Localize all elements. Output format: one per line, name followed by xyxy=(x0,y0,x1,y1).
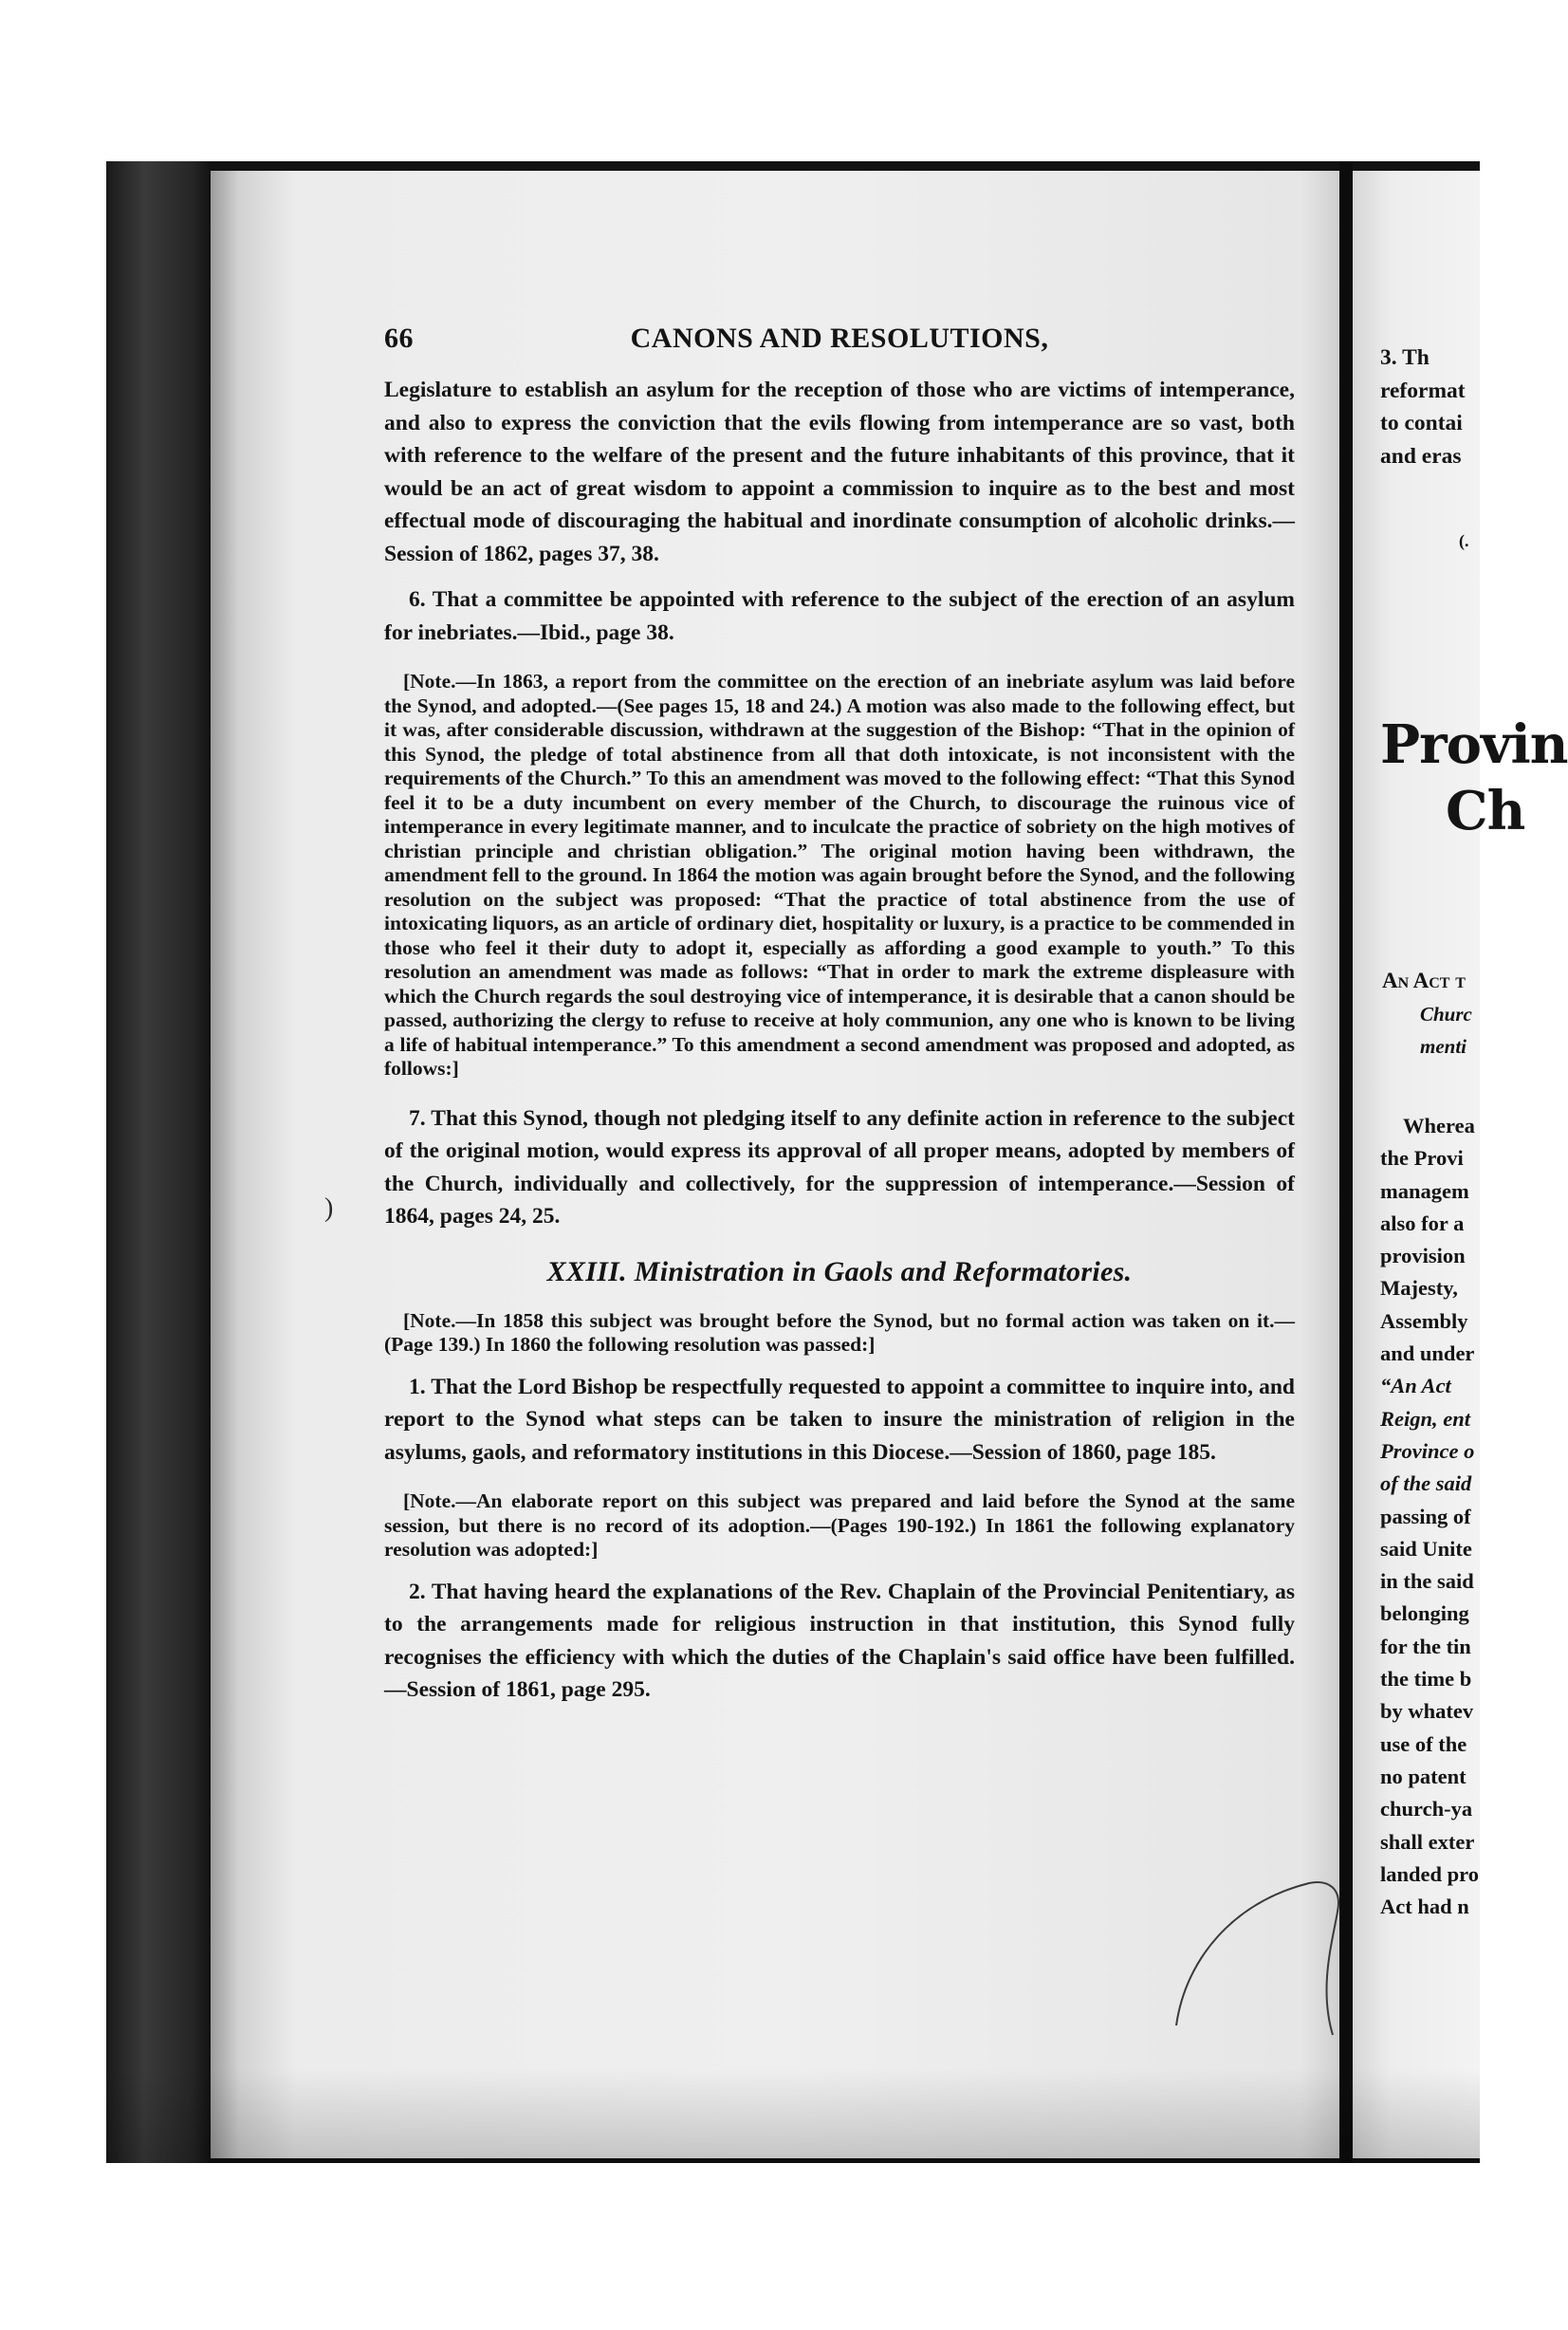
resolution-1: 1. That the Lord Bishop be respectfully requested to appoint a committee to inquire into, and report to the Synod what steps can be taken to insure the ministration of religion in the asylums, gaols, and reformatory institutions in this Diocese.—Session of 1860, page 185. xyxy=(384,1374,1295,1465)
note-elaborate-report: [Note.—An elaborate report on this subject was prepared and laid before the Synod at the same session, but there is no record of its adoption.—(Pages 190-192.) In 1861 the following explanatory resolution was adopted:] xyxy=(384,1489,1295,1561)
pencil-scribble xyxy=(1167,1845,1347,2063)
right-line: church-ya xyxy=(1380,1797,1473,1821)
right-gothic-title: Provin xyxy=(1380,713,1568,776)
right-line: Province o xyxy=(1380,1438,1475,1463)
right-line: Act had n xyxy=(1380,1895,1469,1919)
page-content xyxy=(384,323,1295,1707)
right-mark: (. xyxy=(1459,531,1469,550)
right-line: reformat xyxy=(1380,378,1466,403)
right-line: no patent xyxy=(1380,1764,1467,1788)
running-header xyxy=(384,323,1295,355)
page-number: 66 xyxy=(384,323,414,354)
right-line: the Provi xyxy=(1380,1146,1464,1171)
right-line: landed pro xyxy=(1380,1861,1479,1886)
right-line: said Unite xyxy=(1380,1536,1472,1561)
right-line: also for a xyxy=(1380,1211,1465,1235)
right-line: Wherea xyxy=(1403,1114,1475,1137)
right-gothic-subtitle: Ch xyxy=(1446,780,1525,842)
resolution-7: 7. That this Synod, though not pledging itself to any definite action in reference to the subject of the original motion, would express its approval of all proper means, adopted by members of the Church, individually and collectively, for the suppression of intemperance.—Session of 1864, pages 24, 25. xyxy=(384,1105,1295,1229)
right-page-top-text xyxy=(1380,342,1480,472)
right-line: belonging xyxy=(1380,1601,1469,1626)
right-line: “An Act xyxy=(1380,1374,1451,1398)
resolution-2: 2. That having heard the explanations of the Rev. Chaplain of the Provincial Penitentiary, as to the arrangements made for religious instruction in that institution, this Synod fully recognises the efficiency with which the duties of the Chaplain's said office have been fulfilled.—Session of 1861, page 295. xyxy=(384,1579,1295,1702)
right-line: use of the xyxy=(1380,1731,1467,1756)
section-heading: XXIII. Ministration in Gaols and Reformatories. xyxy=(546,1255,1133,1287)
right-line: to contai xyxy=(1380,411,1463,435)
right-line: Majesty, xyxy=(1380,1276,1458,1301)
right-line: and eras xyxy=(1380,443,1462,469)
right-line: in the said xyxy=(1380,1569,1474,1594)
right-act-title xyxy=(1382,964,1480,1063)
right-line: the time b xyxy=(1380,1667,1472,1692)
right-line: of the said xyxy=(1380,1471,1472,1496)
right-line: provision xyxy=(1380,1244,1466,1268)
right-line: 3. Th xyxy=(1380,345,1430,370)
note-inebriate-asylum: [Note.—In 1863, a report from the committee on the erection of an inebriate asylum was laid before the Synod, and adopted.—(See pages 15, 18 and 24.) A motion was also made to the following effect, but it was, after considerable discussion, withdrawn at the suggestion of the Bishop: “That in the opinion of this Synod, the pledge of total abstinence from all that doth intoxicate, is not inconsistent with the requirements of the Church.” To this an amendment was moved to the following effect: “That this Synod feel it to be a duty incumbent on every member of the Church, to discourage the ruinous vice of intemperance in every legitimate manner, and to inculcate the practice of sobriety on the high motives of christian principle and christian obligation.” The original motion having been withdrawn, the amendment fell to the ground. In 1864 the motion was again brought before the Synod, and the following resolution on the subject was proposed: “That the practice of total abstinence from the use of intoxicating liquors, as an article of ordinary diet, hospitality or luxury, is a practice to be commended in those who feel it their duty to adopt it, especially as affording a good example to youth.” To this resolution an amendment was made as follows: “That in order to mark the extreme displeasure with which the Church regards the soul destroying vice of intemperance, it is desirable that a canon should be passed, authorizing the clergy to refuse to receive at holy communion, any one who is known to be living a life of habitual intemperance.” To this amendment a second amendment was proposed and adopted, as follows:] xyxy=(384,670,1295,1080)
right-line: passing of xyxy=(1380,1504,1471,1528)
resolution-6: 6. That a committee be appointed with reference to the subject of the erection of an asylum for inebriates.—Ibid., page 38. xyxy=(384,587,1295,645)
act-line: Churc xyxy=(1420,1003,1472,1026)
right-line: for the tin xyxy=(1380,1634,1471,1658)
right-line: by whatev xyxy=(1380,1699,1474,1724)
right-line: and under xyxy=(1380,1341,1475,1366)
page-shadow xyxy=(106,2068,1480,2163)
right-line: shall exter xyxy=(1380,1829,1475,1854)
right-line: managem xyxy=(1380,1178,1469,1203)
note-1858: [Note.—In 1858 this subject was brought before the Synod, but no formal action was taken on it.—(Page 139.) In 1860 the following resolution was passed:] xyxy=(384,1308,1295,1356)
act-line: menti xyxy=(1420,1035,1467,1058)
margin-bracket-mark: ) xyxy=(324,1193,334,1223)
act-line: An Act t xyxy=(1382,969,1466,992)
right-line: Assembly xyxy=(1380,1308,1468,1333)
paragraph-continuation: Legislature to establish an asylum for the reception of those who are victims of intemperance, and also to express the conviction that the evils flowing from intemperance are so vast, both with reference to the welfare of the present and the future inhabitants of this province, that it would be an act of great wisdom to appoint a commission to inquire as to the best and most effectual mode of discouraging the habitual and inordinate consumption of alcoholic drinks.—Session of 1862, pages 37, 38. xyxy=(384,378,1295,566)
right-line: Reign, ent xyxy=(1380,1406,1471,1431)
right-page-body xyxy=(1380,1110,1480,1923)
running-head-title: CANONS AND RESOLUTIONS, xyxy=(630,323,1049,354)
